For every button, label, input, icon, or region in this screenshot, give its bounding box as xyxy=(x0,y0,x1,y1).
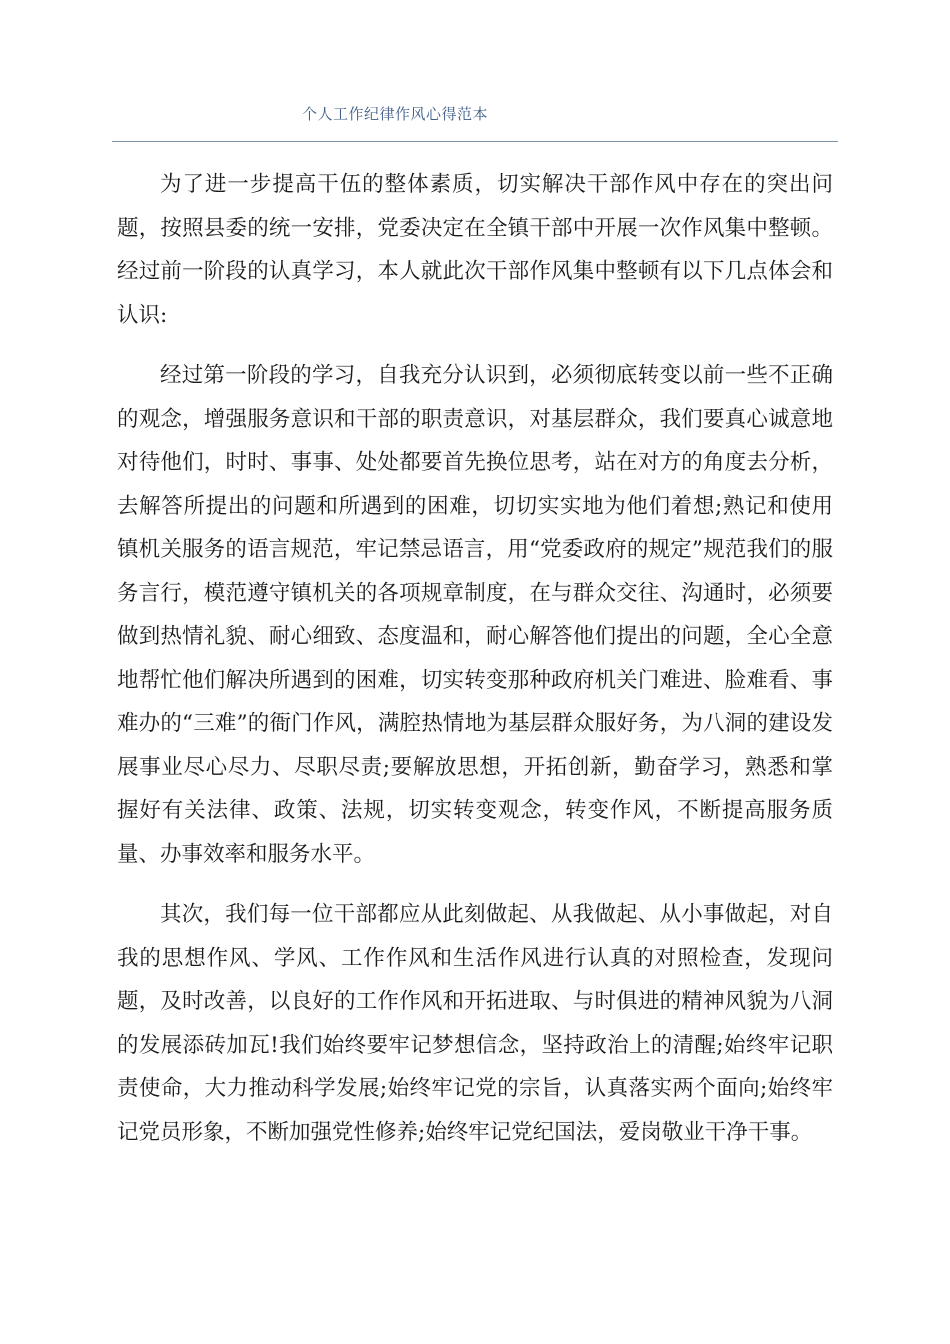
paragraph-second: 其次，我们每一位干部都应从此刻做起、从我做起、从小事做起，对自我的思想作风、学风、工作作风和生活作风进行认真的对照检查，发现问题，及时改善，以良好的工作作风和开拓进取、与时俱进的精神风貌为八洞的发展添砖加瓦!我们始终要牢记梦想信念，坚持政治上的清醒;始终牢记职责使命，大力推动科学发展;始终牢记党的宗旨，认真落实两个面向;始终牢记党员形象，不断加强党性修养;始终牢记党纪国法，爱岗敬业干净干事。 xyxy=(117,902,833,1145)
paragraph-intro: 为了进一步提高干伍的整体素质，切实解决干部作风中存在的突出问题，按照县委的统一安排，党委决定在全镇干部中开展一次作风集中整顿。经过前一阶段的认真学习，本人就此次干部作风集中整顿有以下几点体会和认识: xyxy=(117,172,833,328)
header-title: 个人工作纪律作风心得范本 xyxy=(302,105,489,123)
paragraph-first-stage: 经过第一阶段的学习，自我充分认识到，必须彻底转变以前一些不正确的观念，增强服务意识和干部的职责意识，对基层群众，我们要真心诚意地对待他们，时时、事事、处处都要首先换位思考，站在对方的角度去分析，去解答所提出的问题和所遇到的困难，切切实实地为他们着想;熟记和使用镇机关服务的语言规范，牢记禁忌语言，用“党委政府的规定”规范我们的服务言行，模范遵守镇机关的各项规章制度，在与群众交往、沟通时，必须要做到热情礼貌、耐心细致、态度温和，耐心解答他们提出的问题，全心全意地帮忙他们解决所遇到的困难，切实转变那种政府机关门难进、脸难看、事难办的“三难”的衙门作风，满腔热情地为基层群众服好务，为八洞的建设发展事业尽心尽力、尽职尽责;要解放思想，开拓创新，勤奋学习，熟悉和掌握好有关法律、政策、法规，切实转变观念，转变作风，不断提高服务质量、办事效率和服务水平。 xyxy=(117,363,833,867)
header-divider xyxy=(112,141,838,142)
document-body xyxy=(117,163,833,1154)
